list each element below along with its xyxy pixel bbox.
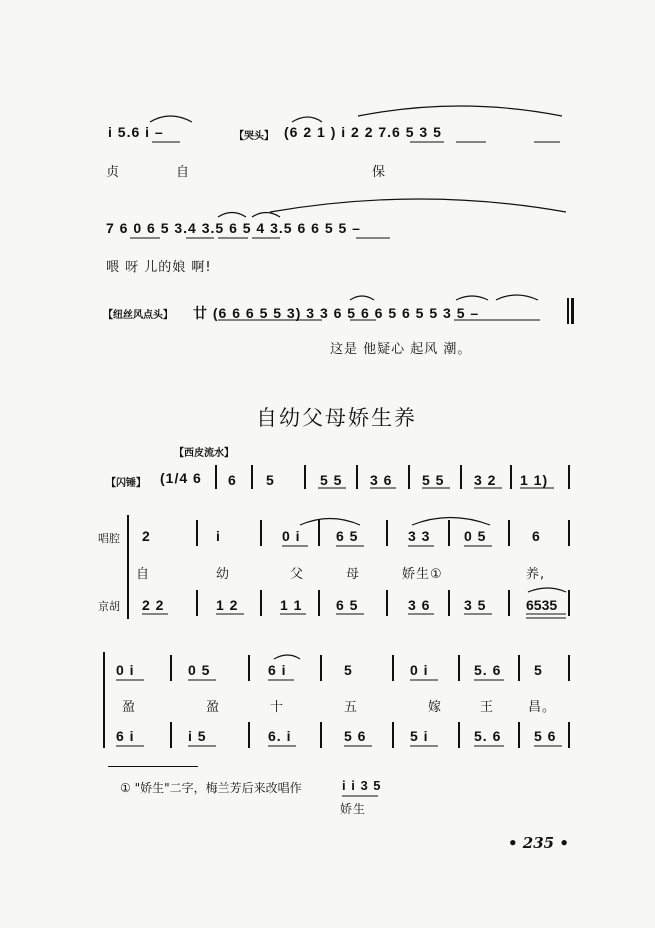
sys1-voice-1: i [216,528,221,544]
sys1-jinghu-1: 1 2 [216,597,239,613]
sys1-jinghu-0: 2 2 [142,597,165,613]
sys2-jinghu-0: 6 i [116,728,135,744]
slur-6 [456,296,488,300]
sys1-lyric-4: 娇生① [402,567,443,582]
song-title: 自幼父母娇生养 [256,406,417,430]
line3-lyrics: 这是 他疑心 起风 潮。 [330,342,472,357]
sys2-lyric-4: 嫁 [428,700,443,715]
phrase-arc-2 [270,199,566,212]
sys1-lyric-1: 幼 [216,567,231,582]
sys1-voice-4: 3 3 [408,528,431,544]
line1-notes-b: (6 2 1 ) i 2 2 7.6 5 3 5 [284,124,442,140]
slur-8 [300,519,360,526]
line2-notes: 7 6 0 6 5 3.4 3.5 6 5 4 3.5 6 6 5 5 – [106,220,361,236]
slur-1 [150,116,192,122]
sys2-lyric-2: 十 [270,700,285,715]
line2-lyrics: 喂 呀 儿的娘 啊! [106,260,212,275]
sys1-voice-3: 6 5 [336,528,359,544]
slur-9 [412,518,490,526]
sys2-jinghu-2: 6. i [268,728,292,744]
jinghu-label: 京胡 [98,600,120,613]
sys1-lyric-2: 父 [290,567,305,582]
sys1-voice-0: 2 [142,528,151,544]
footnote-text: ① "娇生"二字，梅兰芳后来改唱作 [120,781,302,795]
sys2-voice-6: 5 [534,662,543,678]
intro-note-1: 6 [228,472,237,488]
sys2-lyric-0: 盈 [122,700,137,715]
slur-5 [350,296,374,300]
sys1-voice-2: 0 i [282,528,301,544]
intro-note-2: 5 [266,472,275,488]
sys2-jinghu-1: i 5 [188,728,207,744]
sys2-voice-0: 0 i [116,662,135,678]
sys2-lyric-6: 昌。 [528,700,557,715]
slur-7 [496,295,538,300]
intro-note-5: 5 5 [422,472,445,488]
phrase-arc-1 [358,106,562,116]
sys1-jinghu-5: 3 5 [464,597,487,613]
sys1-voice-5: 0 5 [464,528,487,544]
sys2-voice-5: 5. 6 [474,662,502,678]
sys1-lyric-3: 母 [346,567,361,582]
slur-2 [292,117,322,122]
sys2-jinghu-6: 5 6 [534,728,557,744]
line3-notes: 廿 (6 6 6 5 5 3) 3 3 6 5 6 6 5 6 5 5 3 5 – [193,305,480,321]
intro-note-4: 3 6 [370,472,393,488]
sys2-jinghu-4: 5 i [410,728,429,744]
sys2-jinghu-3: 5 6 [344,728,367,744]
line1-lyric-1: 贞 [106,165,121,180]
sys2-lyric-5: 王 [480,700,495,715]
line3-mark: 【纽丝风点头】 [103,310,173,321]
intro-note-7: 1 1) [520,472,549,488]
line1-mark: 【哭头】 [234,131,274,142]
slur-10 [528,588,566,592]
sys1-jinghu-2: 1 1 [280,597,303,613]
sys2-voice-1: 0 5 [188,662,211,678]
intro-note-3: 5 5 [320,472,343,488]
intro-mark: 【闪锤】 [106,478,146,489]
slur-11 [274,655,300,659]
sys1-lyric-0: 自 [136,567,151,582]
sys1-jinghu-3: 6 5 [336,597,359,613]
intro-note-0: (1/4 6 [160,470,202,486]
line1-lyric-2: 自 [176,165,191,180]
sys2-lyric-1: 盈 [206,700,221,715]
slur-3 [218,213,246,218]
voice-label: 唱腔 [98,532,120,545]
footnote-lyric: 娇生 [340,802,367,816]
sys1-voice-6: 6 [532,528,541,544]
tempo-mark: 【西皮流水】 [174,448,234,459]
sys1-jinghu-4: 3 6 [408,597,431,613]
sys2-voice-2: 6 i [268,662,287,678]
line1-notes-a: i 5.6 i – [108,124,164,140]
sys2-voice-3: 5 [344,662,353,678]
slur-4 [252,213,280,218]
line1-lyric-3: 保 [372,165,387,180]
sys2-lyric-3: 五 [344,700,359,715]
sys2-voice-4: 0 i [410,662,429,678]
sys1-jinghu-6: 6535 [526,597,558,613]
footnote-notes: i i 3 5 [342,778,382,793]
intro-note-6: 3 2 [474,472,497,488]
page-number: • 235 • [508,834,569,852]
sys2-jinghu-5: 5. 6 [474,728,502,744]
sys1-lyric-5: 养, [526,567,546,582]
